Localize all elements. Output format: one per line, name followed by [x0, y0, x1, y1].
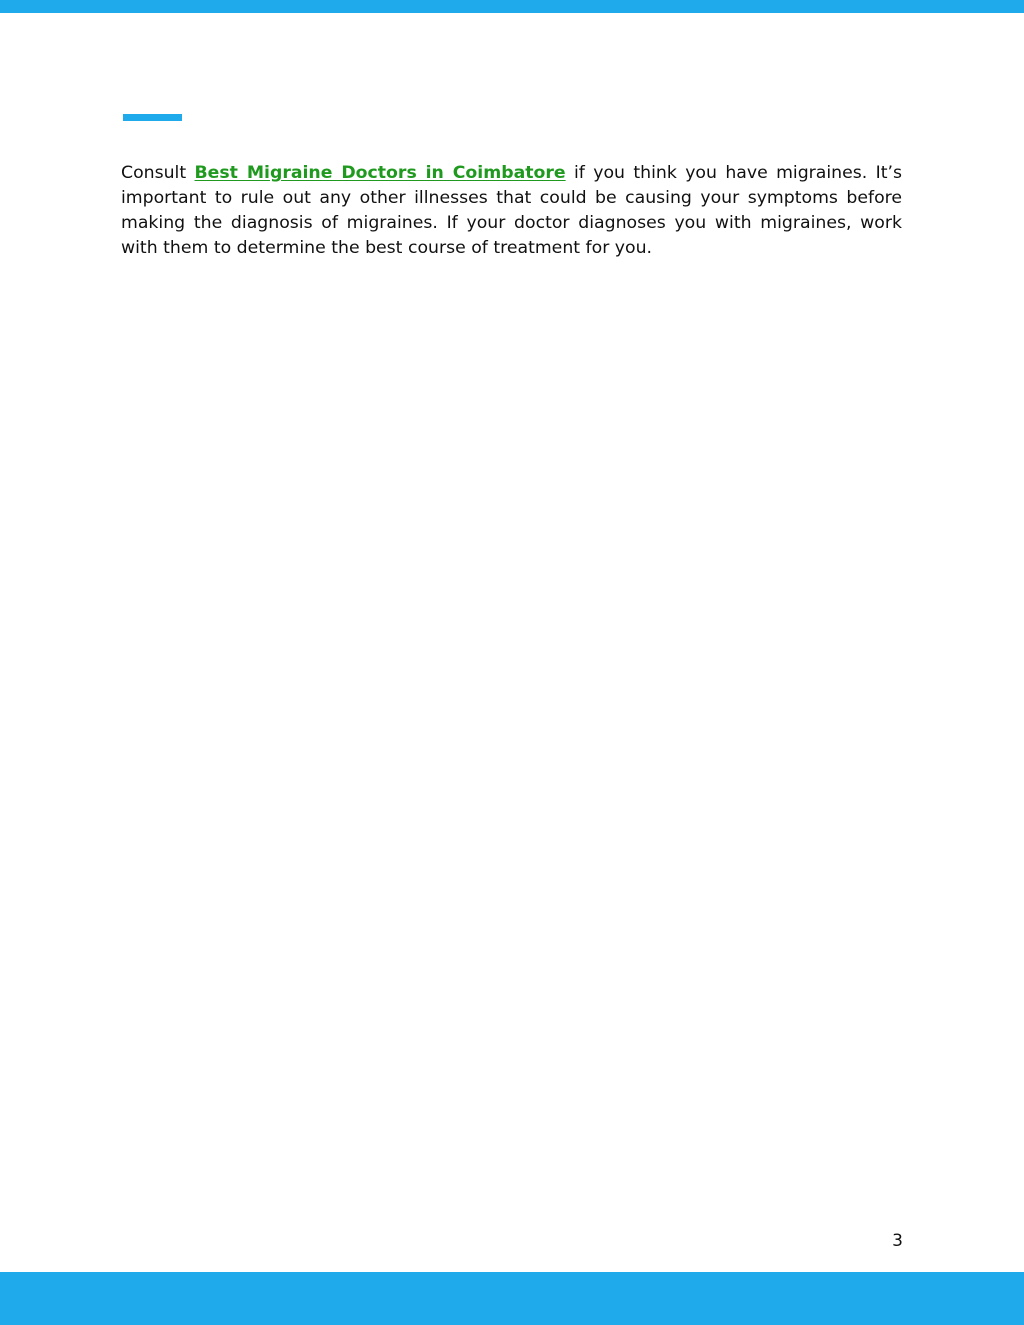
body-paragraph — [121, 161, 902, 261]
accent-bar — [123, 114, 182, 121]
bottom-footer-band — [0, 1272, 1024, 1325]
top-header-band — [0, 0, 1024, 13]
paragraph-intro-text: Consult — [121, 163, 195, 183]
page-number: 3 — [892, 1231, 903, 1251]
migraine-doctors-link[interactable]: Best Migraine Doctors in Coimbatore — [194, 163, 566, 183]
paragraph-body-text: if you think you have migraines. It’s important to rule out any other illnesses that could be causing your symptoms before making the diagnosis of migraines. If your doctor diagnoses you with migraines, work with them to determine the best course of treatment for you. — [121, 163, 902, 258]
